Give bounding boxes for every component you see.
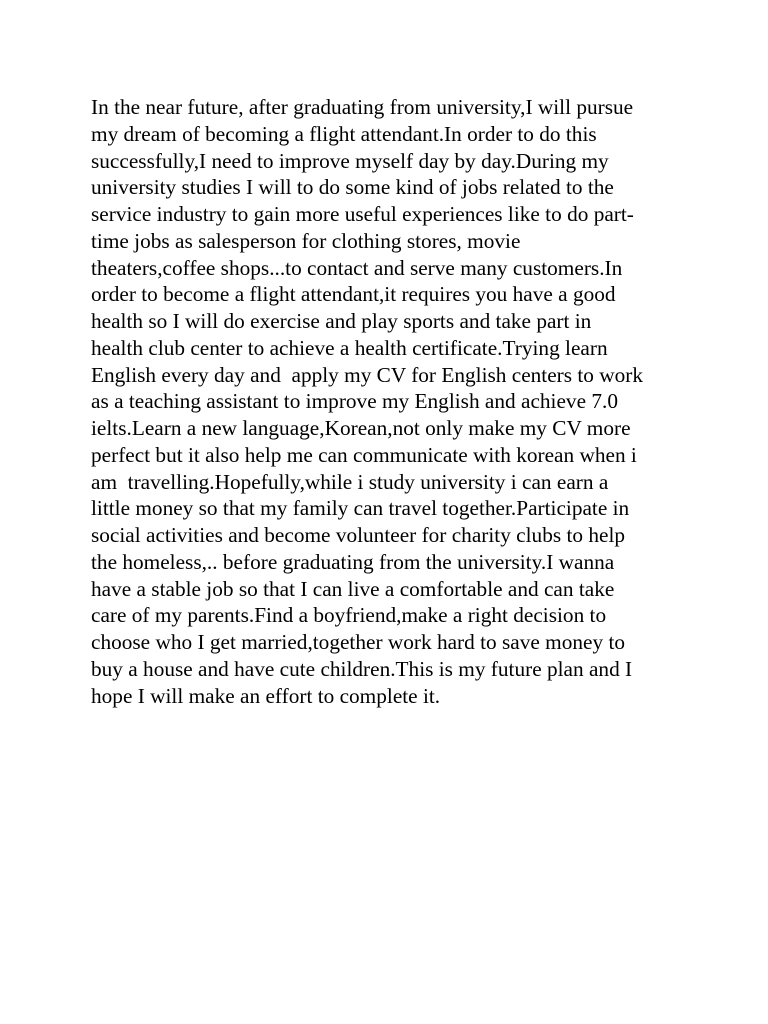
text-line: as a teaching assistant to improve my English and achieve 7.0 [91,389,618,414]
text-line: health so I will do exercise and play sports and take part in [91,309,592,333]
text-line: In the near future, after graduating from university,I will pursue [91,95,634,119]
text-line: choose who I get married,together work hard to save money to [91,630,626,654]
text-line: successfully,I need to improve myself day by day.During my [91,148,609,173]
text-line: am travelling.Hopefully,while i study university i can earn a [91,469,609,494]
text-line: buy a house and have cute children.This is my future plan and I [91,656,633,681]
text-line: ielts.Learn a new language,Korean,not only make my CV more [91,416,631,440]
body-paragraph [91,94,691,709]
text-line: social activities and become volunteer for charity clubs to help [91,523,626,547]
text-line: care of my parents.Find a boyfriend,make a right decision to [91,603,607,628]
text-line: my dream of becoming a flight attendant.In order to do this [91,121,597,146]
text-line: university studies I will to do some kind of jobs related to the [91,175,614,200]
text-line: service industry to gain more useful experiences like to do part- [91,202,634,226]
text-line: the homeless,.. before graduating from the university.I wanna [91,549,615,574]
text-line: health club center to achieve a health certificate.Trying learn [91,335,608,360]
text-line: time jobs as salesperson for clothing stores, movie [91,228,521,253]
text-line: English every day and apply my CV for English centers to work [91,362,644,387]
text-line: hope I will make an effort to complete it. [91,683,441,708]
text-line: order to become a flight attendant,it requires you have a good [91,282,616,307]
text-line: theaters,coffee shops...to contact and serve many customers.In [91,255,623,280]
text-line: have a stable job so that I can live a comfortable and can take [91,576,615,601]
text-line: perfect but it also help me can communicate with korean when i [91,442,637,467]
text-line: little money so that my family can travel together.Participate in [91,496,630,521]
